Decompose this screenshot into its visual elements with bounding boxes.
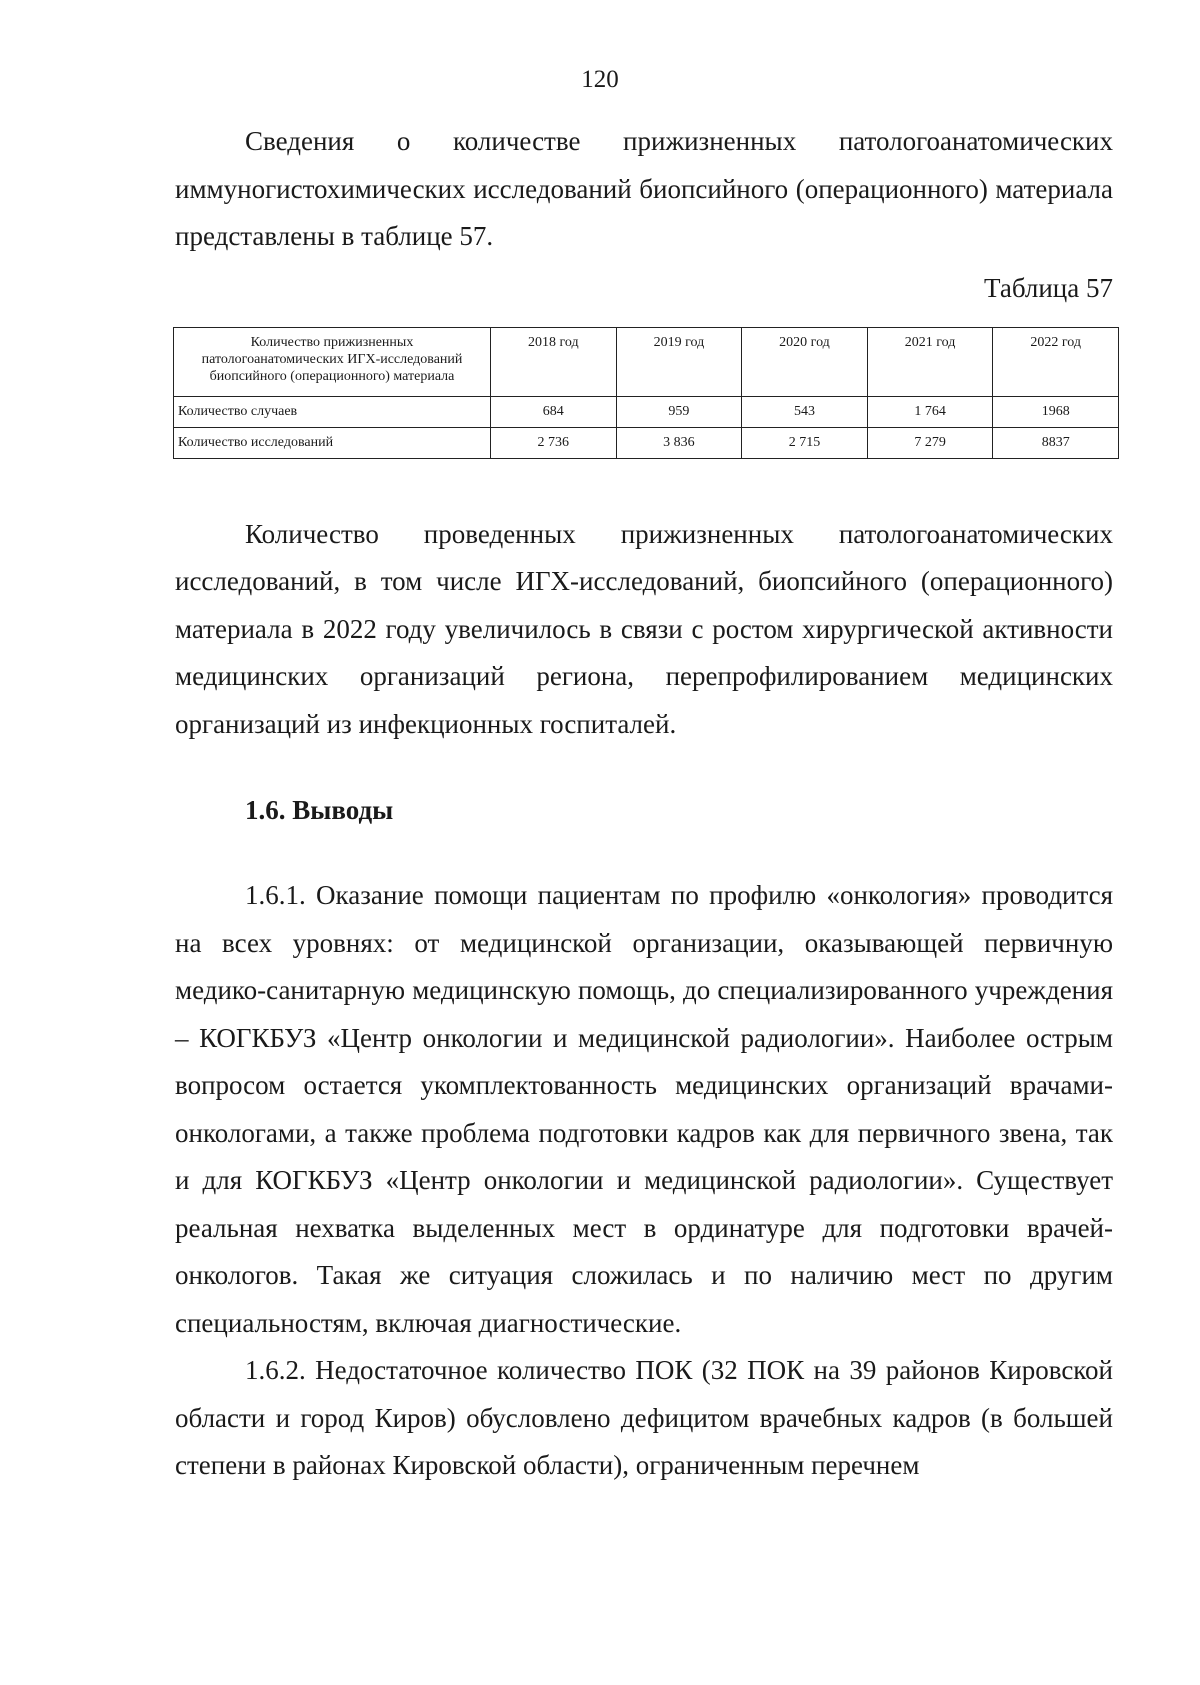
- conclusion-paragraph-1: 1.6.1. Оказание помощи пациентам по профилю «онкология» проводится на всех уровнях: от медицинской организации, оказывающей первичную медико-санитарную медицинскую помощь, до специализированного учреждения – КОГКБУЗ «Центр онкологии и медицинской радиологии». Наиболее острым вопросом остается укомплектованность медицинских организаций врачами-онкологами, а также проблема подготовки кадров как для первичного звена, так и для КОГКБУЗ «Центр онкологии и медицинской радиологии». Существует реальная нехватка выделенных мест в ординатуре для подготовки врачей-онкологов. Такая же ситуация сложилась и по наличию мест по другим специальностям, включая диагностические.: [175, 880, 1113, 1338]
- conclusion-paragraph-2: 1.6.2. Недостаточное количество ПОК (32 ПОК на 39 районов Кировской области и город Киров) обусловлено дефицитом врачебных кадров (в большей степени в районах Кировской области), ограниченным перечнем: [175, 1355, 1113, 1480]
- section-heading: 1.6. Выводы: [245, 795, 394, 825]
- table-cell: 543: [742, 396, 868, 427]
- table-header-cell: Количество прижизненных патологоанатомических ИГХ-исследований биопсийного (операционного) материала: [174, 327, 491, 396]
- table-header-row: [174, 327, 1119, 396]
- table-cell: Количество случаев: [174, 396, 491, 427]
- analysis-paragraph: Количество проведенных прижизненных патологоанатомических исследований, в том числе ИГХ-исследований, биопсийного (операционного) материала в 2022 году увеличилось в связи с ростом хирургической активности медицинских организаций региона, перепрофилированием медицинских организаций из инфекционных госпиталей.: [175, 518, 1113, 739]
- table-cell: 1 764: [867, 396, 993, 427]
- table-cell: 2 715: [742, 427, 868, 458]
- page-number: 120: [581, 66, 619, 93]
- table-cell: 1968: [993, 396, 1119, 427]
- data-table: [173, 327, 1119, 459]
- table-cell: 3 836: [616, 427, 742, 458]
- table-cell: Количество исследований: [174, 427, 491, 458]
- table-header-cell: 2018 год: [491, 327, 617, 396]
- table-header-cell: 2019 год: [616, 327, 742, 396]
- table-cell: 2 736: [491, 427, 617, 458]
- table-row: [174, 396, 1119, 427]
- table-row: [174, 427, 1119, 458]
- table-caption: Таблица 57: [984, 272, 1113, 303]
- table-cell: 959: [616, 396, 742, 427]
- table-cell: 684: [491, 396, 617, 427]
- table-header-cell: 2020 год: [742, 327, 868, 396]
- document-body: [175, 118, 1113, 1490]
- intro-paragraph: Сведения о количестве прижизненных патологоанатомических иммуногистохимических исследований биопсийного (операционного) материала представлены в таблице 57.: [175, 126, 1113, 251]
- table-cell: 8837: [993, 427, 1119, 458]
- table-header-cell: 2022 год: [993, 327, 1119, 396]
- table-cell: 7 279: [867, 427, 993, 458]
- table-header-cell: 2021 год: [867, 327, 993, 396]
